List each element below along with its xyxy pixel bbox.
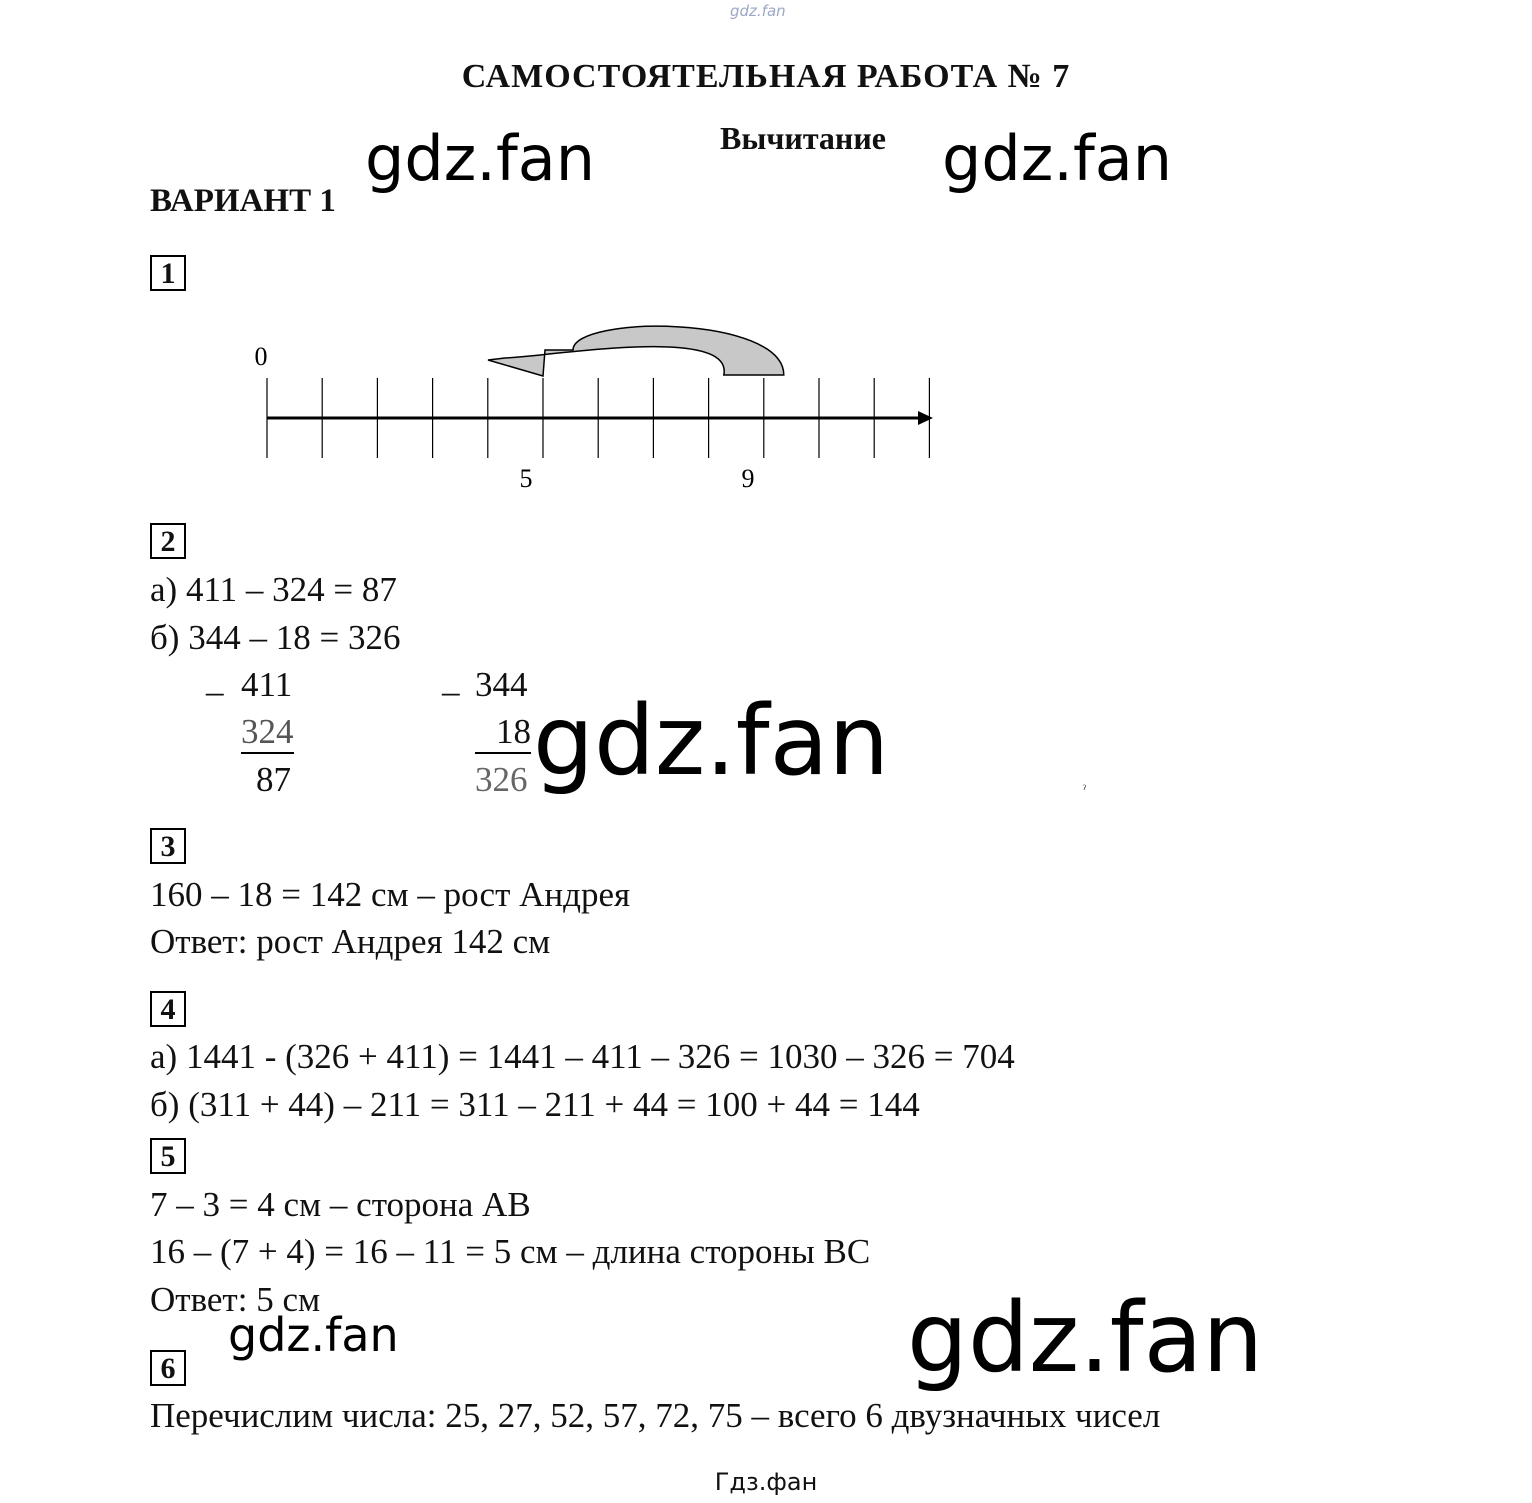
task-2-line-a: а) 411 – 324 = 87 bbox=[150, 570, 397, 609]
watermark-top: gdz.fan bbox=[730, 2, 786, 20]
column-2-minus: _ bbox=[442, 660, 460, 699]
column-2-top: 344 bbox=[475, 665, 528, 704]
task-4-line-b: б) (311 + 44) – 211 = 311 – 211 + 44 = 100 + 44 = 144 bbox=[150, 1085, 920, 1124]
task-5-number: 5 bbox=[150, 1138, 186, 1174]
watermark: gdz.fan bbox=[533, 685, 890, 797]
label-nine: 9 bbox=[741, 464, 755, 493]
watermark: gdz.fan bbox=[907, 1282, 1264, 1394]
task-4-number: 4 bbox=[150, 991, 186, 1027]
page-title: САМОСТОЯТЕЛЬНАЯ РАБОТА № 7 bbox=[461, 58, 1071, 95]
task-5-line-1: 7 – 3 = 4 см – сторона АВ bbox=[150, 1185, 531, 1224]
column-1-top: 411 bbox=[241, 665, 293, 704]
label-zero: 0 bbox=[254, 342, 268, 371]
column-1-bottom: 324 bbox=[241, 712, 294, 754]
number-line-diagram bbox=[230, 310, 950, 510]
stray-mark: ˀ bbox=[1083, 782, 1086, 796]
task-5-line-2: 16 – (7 + 4) = 16 – 11 = 5 см – длина стороны ВС bbox=[150, 1232, 871, 1271]
page-subtitle: Вычитание bbox=[720, 120, 886, 156]
task-5-answer: Ответ: 5 см bbox=[150, 1280, 321, 1319]
task-3-line-1: 160 – 18 = 142 см – рост Андрея bbox=[150, 875, 631, 914]
variant-heading: ВАРИАНТ 1 bbox=[150, 183, 336, 219]
task-6-number: 6 bbox=[150, 1350, 186, 1386]
task-4-line-a: а) 1441 - (326 + 411) = 1441 – 411 – 326 = 1030 – 326 = 704 bbox=[150, 1037, 1015, 1076]
task-6-line-1: Перечислим числа: 25, 27, 52, 57, 72, 75 – всего 6 двузначных чисел bbox=[150, 1396, 1161, 1435]
footer: Гдз.фан bbox=[714, 1468, 818, 1496]
task-3-answer: Ответ: рост Андрея 142 см bbox=[150, 922, 551, 961]
watermark: gdz.fan bbox=[228, 1308, 399, 1362]
watermark: gdz.fan bbox=[365, 122, 596, 195]
jump-arrow bbox=[488, 326, 784, 376]
task-3-number: 3 bbox=[150, 828, 186, 864]
number-line-arrowhead bbox=[918, 411, 933, 425]
task-2-line-b: б) 344 – 18 = 326 bbox=[150, 618, 401, 657]
column-1-minus: _ bbox=[206, 660, 224, 699]
watermark: gdz.fan bbox=[942, 122, 1173, 195]
task-2-number: 2 bbox=[150, 523, 186, 559]
column-1-result: 87 bbox=[256, 760, 291, 799]
task-1-number: 1 bbox=[150, 255, 186, 291]
label-five: 5 bbox=[519, 464, 533, 493]
column-2-result: 326 bbox=[475, 760, 528, 799]
column-2-bottom: 18 bbox=[475, 712, 531, 754]
